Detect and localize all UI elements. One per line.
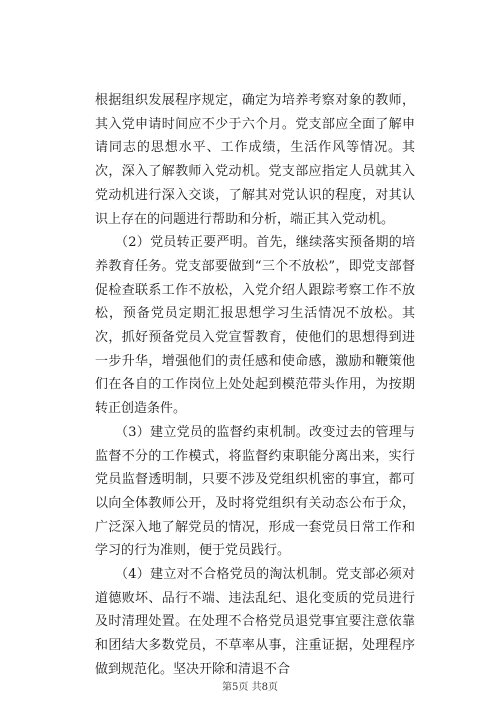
page-number-footer: 第5页 共8页: [222, 682, 278, 693]
paragraph-elimination-mechanism: （4）建立对不合格党员的淘汰机制。党支部必须对道德败坏、品行不端、违法乱纪、退化变质的党员进行及时清理处置。在处理不合格党员退党事宜要注意依靠和团结大多数党员，不草率从事，注重证据，处理程序做到规范化。坚决开除和清退不合: [95, 567, 415, 677]
paragraph-supervision-mechanism: （3）建立党员的监督约束机制。改变过去的管理与监督不分的工作模式，将监督约束职能分离出来，实行党员监督透明制，只要不涉及党组织机密的事宜，都可以向全体教师公开，及时将党组织有关动态公布于众，广泛深入地了解党员的情况，形成一套党员日常工作和学习的行为准则，便于党员践行。: [95, 424, 415, 559]
paragraph-probation-conversion: （2）党员转正要严明。首先，继续落实预备期的培养教育任务。党支部要做到“三个不放松”，即党支部督促检查联系工作不放松，入党介绍人跟踪考察工作不放松，预备党员定期汇报思想学习生活情况不放松。其次，抓好预备党员入党宣誓教育，使他们的思想得到进一步升华，增强他们的责任感和使命感，激励和鞭策他们在各自的工作岗位上处处起到模范带头作用，为按期转正创造条件。: [95, 235, 415, 417]
paragraph-recruitment-procedure: 根据组织发展程序规定，确定为培养考察对象的教师，其入党申请时间应不少于六个月。党支部应全面了解申请同志的思想水平、工作成绩，生活作风等情况。其次，深入了解教师入党动机。党支部应指定人员就其入党动机进行深入交谈，了解其对党认识的程度，对其认识上存在的问题进行帮助和分析，端正其入党动机。: [95, 93, 415, 227]
body-text: [95, 89, 415, 682]
